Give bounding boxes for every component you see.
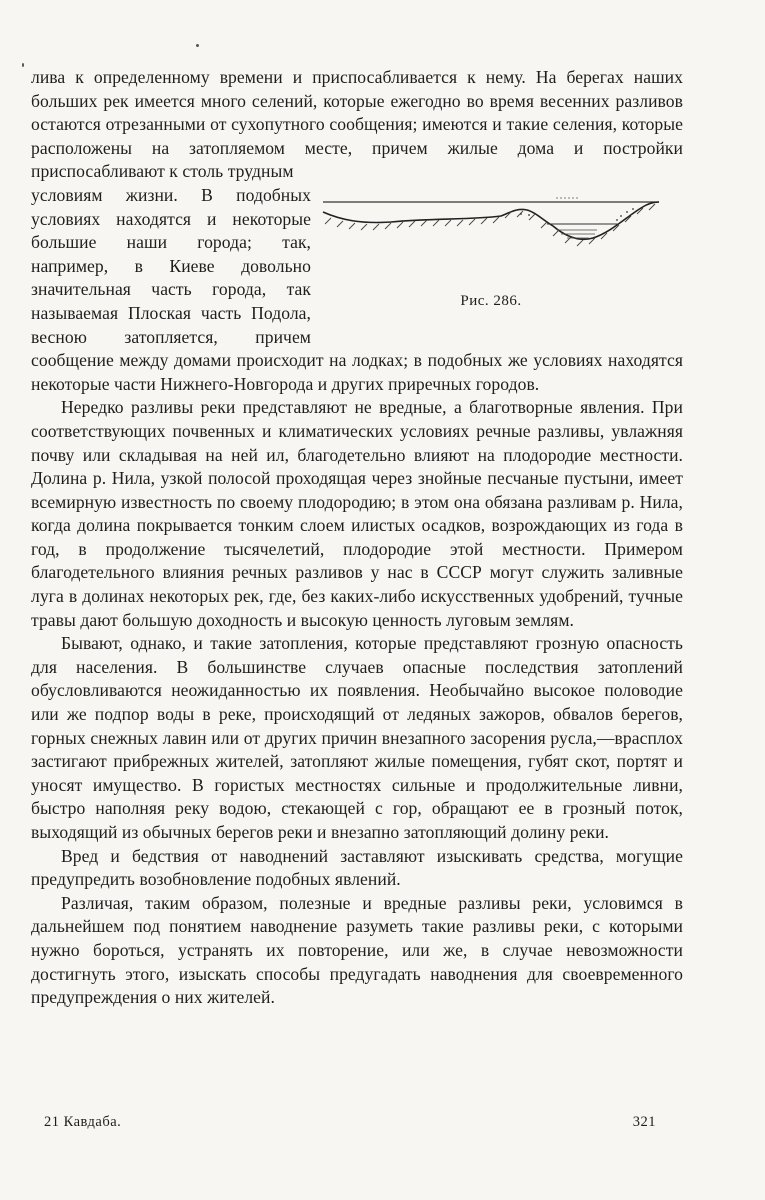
page-text	[31, 66, 683, 1010]
paragraph-2: Нередко разливы реки представляют не вредные, а благотворные явления. При соответствующих почвенных и климатических условиях речные разливы, увлажняя почву или складывая на ней ил, благодетельно влияют на плодородие местности. Долина р. Нила, узкой полосой проходящая через знойные песчаные пустыни, имеет всемирную известность по своему плодородию; в этом она обязана разливам р. Нила, когда долина покрывается тонким слоем илистых осадков, возрождающих из года в год, в продолжение тысячелетий, плодородие этой местности. Примером благодетельного влияния речных разливов у нас в СССР могут служить заливные луга в долинах некоторых рек, где, без каких-либо искусственных удобрений, тучные травы дают большую доходность и высокую ценность луговым землям.	[31, 397, 683, 630]
print-speck	[196, 44, 199, 47]
figure-286	[321, 184, 683, 340]
print-speck	[22, 63, 24, 67]
paragraph-3: Бывают, однако, и такие затопления, которые представляют грозную опасность для населения. В большинстве случаев опасные последствия затоплений обусловливаются неожиданностью их появления. Необычайно высокое половодие или же подпор воды в реке, происходящий от ледяных зажоров, обвалов берегов, горных снежных лавин или от других причин внезапного засорения русла,—врасплох застигают прибрежных жителей, затопляют жилые помещения, губят скот, портят и уносят имущество. В гористых местностях сильные и продолжительные ливни, быстро наполняя реку водою, стекающей с гор, обращают ее в грозный поток, выходящий из обычных берегов реки и внезапно затопляющий долину реки.	[31, 633, 683, 842]
figure-caption: Рис. 286.	[460, 292, 522, 309]
printer-signature: 21 Кавдаба.	[44, 1114, 122, 1130]
paragraph-1-start: лива к определенному времени и приспосабливается к нему. На берегах наших больших рек имеется много селений, которые ежегодно во время весенних разливов остаются отрезанными от сухопутного сообщения; имеются и такие селения, которые расположены на затопляемом месте, причем жилые дома и постройки приспосабливают к столь трудным	[31, 67, 683, 182]
page-number: 321	[632, 1114, 656, 1130]
paragraph-4: Вред и бедствия от наводнений заставляют изыскивать средства, могущие предупредить возобновление подобных явлений.	[31, 845, 683, 890]
paragraph-1-continued	[31, 184, 683, 396]
river-cross-section-illustration	[321, 190, 661, 270]
paragraph-5: Различая, таким образом, полезные и вредные разливы реки, условимся в дальнейшем под понятием наводнение разуметь такие разливы реки, с которыми нужно бороться, устранять их повторение, или же, в случае невозможности достигнуть этого, изыскать способы предугадать наводнения для своевременного предупреждения о них жителей.	[31, 892, 683, 1008]
paragraph-1-beside-figure: условиям жизни. В подобных условиях находятся и некоторые большие наши города; так, например, в Киеве довольно значительная часть города, так называемая Плоская часть Подола, весною затопляется, причем сообщение между домами происходит на лодках; в подобных же условиях находятся некоторые части Нижнего-Новгорода и других приречных городов.	[31, 184, 683, 394]
